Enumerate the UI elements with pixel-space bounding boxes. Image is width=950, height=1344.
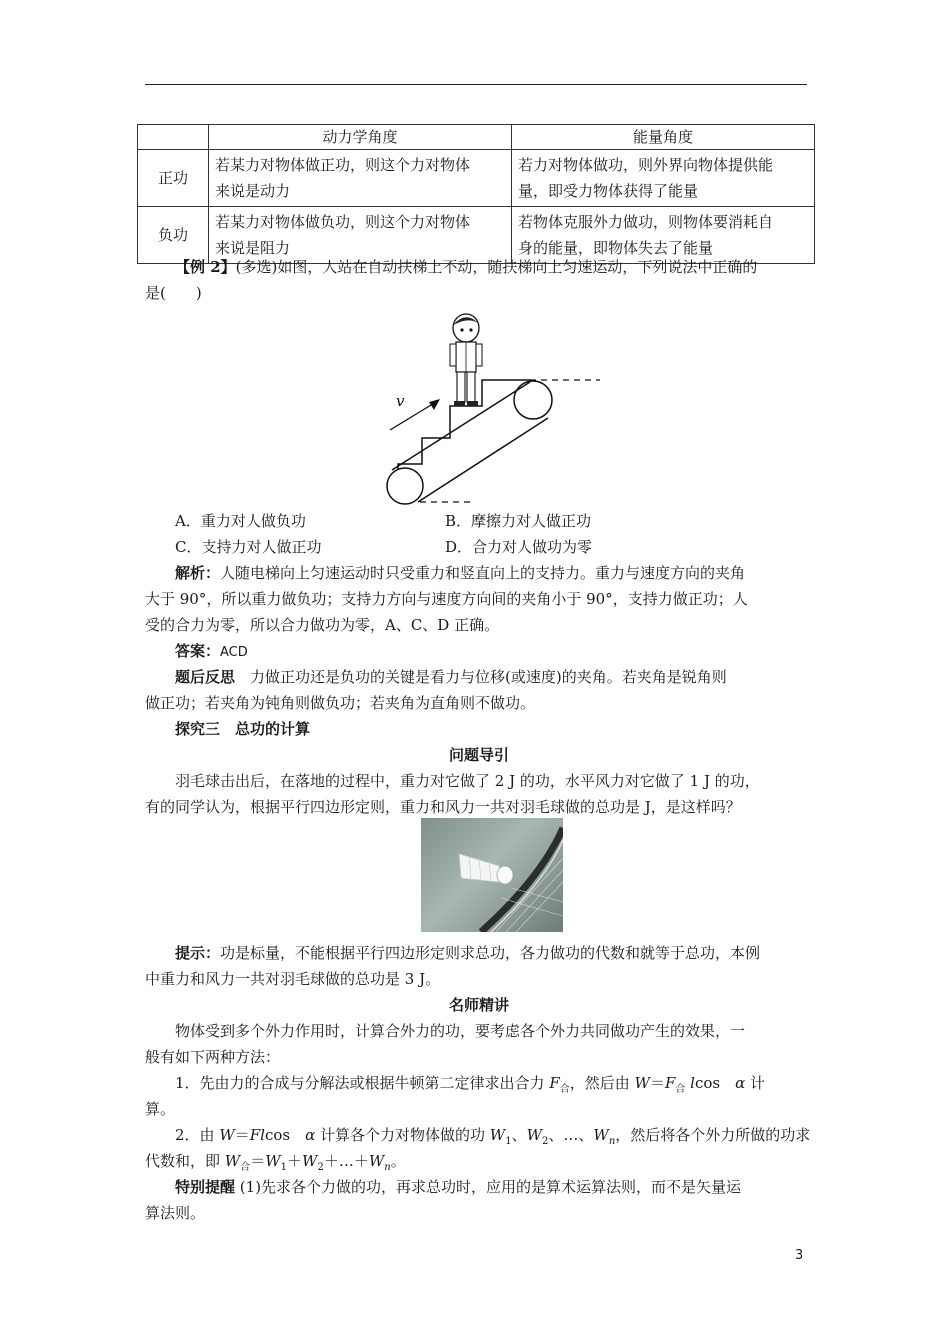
cylinder-edge xyxy=(418,418,548,502)
arrow-head xyxy=(429,399,440,410)
table-header-dynamics: 动力学角度 xyxy=(209,125,512,150)
hint-text: 功是标量，不能根据平行四边形定则求总功，各力做功的代数和就等于总功，本例 xyxy=(220,944,761,962)
formula-w-flcos: W＝Flcos α xyxy=(219,1126,316,1144)
method-2-text-2: 计算各个力对物体做的功 xyxy=(315,1126,490,1144)
cell-line: 来说是动力 xyxy=(215,182,291,200)
option-b: B．摩擦力对人做正功 xyxy=(445,512,592,530)
example-question-line xyxy=(175,254,843,280)
table-row xyxy=(138,150,815,207)
method-2-text-3: ，然后将各个外力所做的功求 xyxy=(615,1126,811,1144)
method-1-text: 1．先由力的合成与分解法或根据牛顿第二定律求出合力 xyxy=(175,1074,550,1092)
method-1-text-3: 计 xyxy=(745,1074,766,1092)
option-d: D．合力对人做功为零 xyxy=(445,538,593,556)
lecture-heading: 名师精讲 xyxy=(448,996,509,1014)
guide-line-1: 羽毛球击出后，在落地的过程中，重力对它做了 2 J 的功，水平风力对它做了 1 J 的功， xyxy=(175,772,760,790)
analysis-line-1 xyxy=(175,560,843,586)
answer-line xyxy=(175,638,843,666)
note-text: (1)先求各个力做的功，再求总功时，应用的是算术运算法则，而不是矢量运 xyxy=(239,1178,742,1196)
answer-label: 答案： xyxy=(175,642,221,660)
cell-line: 身的能量，即物体失去了能量 xyxy=(518,239,714,257)
reflection-line-2: 做正功；若夹角为钝角则做负功；若夹角为直角则不做功。 xyxy=(145,694,536,712)
table-header-empty xyxy=(138,125,209,150)
badminton-photo xyxy=(421,818,563,932)
note-label: 特别提醒 xyxy=(175,1178,236,1196)
method-1-text-2: ，然后由 xyxy=(569,1074,635,1092)
top-roller xyxy=(514,381,552,419)
note-line-2: 算法则。 xyxy=(145,1204,206,1222)
section-title: 探究三 总功的计算 xyxy=(175,720,311,738)
formula-f-net: F xyxy=(549,1074,560,1092)
answer-value: ACD xyxy=(220,645,248,660)
lecture-line-1: 物体受到多个外力作用时，计算合外力的功，要考虑各个外力共同做功产生的效果，一 xyxy=(175,1022,746,1040)
method-1-line-2: 算。 xyxy=(145,1100,176,1118)
velocity-label: v xyxy=(396,392,405,410)
table-header-row xyxy=(138,125,815,150)
method-2-text: 2．由 xyxy=(175,1126,220,1144)
guide-heading: 问题导引 xyxy=(448,746,509,764)
formula-w-net: $W=F_合$ lcos α xyxy=(634,1074,746,1095)
method-1-line: 1．先由力的合成与分解法或根据牛顿第二定律求出合力 $F_合$，然后由 $W=F_合$ lcos α 计 xyxy=(175,1074,766,1095)
option-a: A．重力对人做负功 xyxy=(175,512,306,530)
hint-label: 提示： xyxy=(175,944,221,962)
method-2-text-4: 代数和，即 xyxy=(145,1152,225,1170)
hint-line-2: 中重力和风力一共对羽毛球做的总功是 3 J。 xyxy=(145,970,441,988)
example-question-line-2: 是( ) xyxy=(145,284,202,302)
analysis-label: 解析： xyxy=(175,564,221,582)
analysis-line-3: 受的合力为零，所以合力做功为零，A、C、D 正确。 xyxy=(145,616,500,634)
hint-line-1 xyxy=(175,940,843,966)
cell-line: 若某力对物体做负功，则这个力对物体 xyxy=(215,213,471,231)
cell-line: 量，即受力物体获得了能量 xyxy=(518,182,699,200)
cell-line: 若某力对物体做正功，则这个力对物体 xyxy=(215,156,471,174)
note-line-1 xyxy=(175,1174,843,1200)
cell-line: 若物体克服外力做功，则物体要消耗自 xyxy=(518,213,774,231)
guide-line-2: 有的同学认为，根据平行四边形定则，重力和风力一共对羽毛球做的总功是 J，是这样吗？ xyxy=(145,798,741,816)
formula-w-sum: $W_合=W_1+W_2+\dots+W_n$。 xyxy=(224,1152,406,1173)
table-cell xyxy=(209,150,512,207)
analysis-text: 人随电梯向上匀速运动时只受重力和竖直向上的支持力。重力与速度方向的夹角 xyxy=(220,564,746,582)
reflection-line-1 xyxy=(175,664,843,690)
table-header-energy: 能量角度 xyxy=(512,125,815,150)
example-text: (多选)如图，人站在自动扶梯上不动，随扶梯向上匀速运动，下列说法中正确的 xyxy=(235,258,758,276)
row-label: 正功 xyxy=(138,150,209,207)
option-c: C．支持力对人做正功 xyxy=(175,538,322,556)
cell-line: 来说是阻力 xyxy=(215,239,291,257)
table-cell xyxy=(512,150,815,207)
lecture-line-2: 般有如下两种方法： xyxy=(145,1048,281,1066)
analysis-line-2: 大于 90°，所以重力做负功；支持力方向与速度方向间的夹角小于 90°，支持力做正功；人 xyxy=(145,590,748,608)
reflection-text: 力做正功还是负功的关键是看力与位移(或速度)的夹角。若夹角是锐角则 xyxy=(235,668,727,686)
escalator-figure xyxy=(380,310,605,510)
header-rule xyxy=(145,84,807,85)
row-label: 负功 xyxy=(138,207,209,264)
formula-w-list: $W_1$、$W_2$、…、$W_n$ xyxy=(489,1126,616,1147)
example-label: 【例 2】 xyxy=(175,258,236,276)
cell-line: 若力对物体做功，则外界向物体提供能 xyxy=(518,156,774,174)
person-icon xyxy=(450,314,482,406)
bottom-roller xyxy=(387,468,423,504)
page-number: 3 xyxy=(795,1248,804,1263)
comparison-table xyxy=(137,124,815,264)
reflection-label: 题后反思 xyxy=(175,668,236,686)
shuttlecock-racket-icon xyxy=(421,818,563,932)
